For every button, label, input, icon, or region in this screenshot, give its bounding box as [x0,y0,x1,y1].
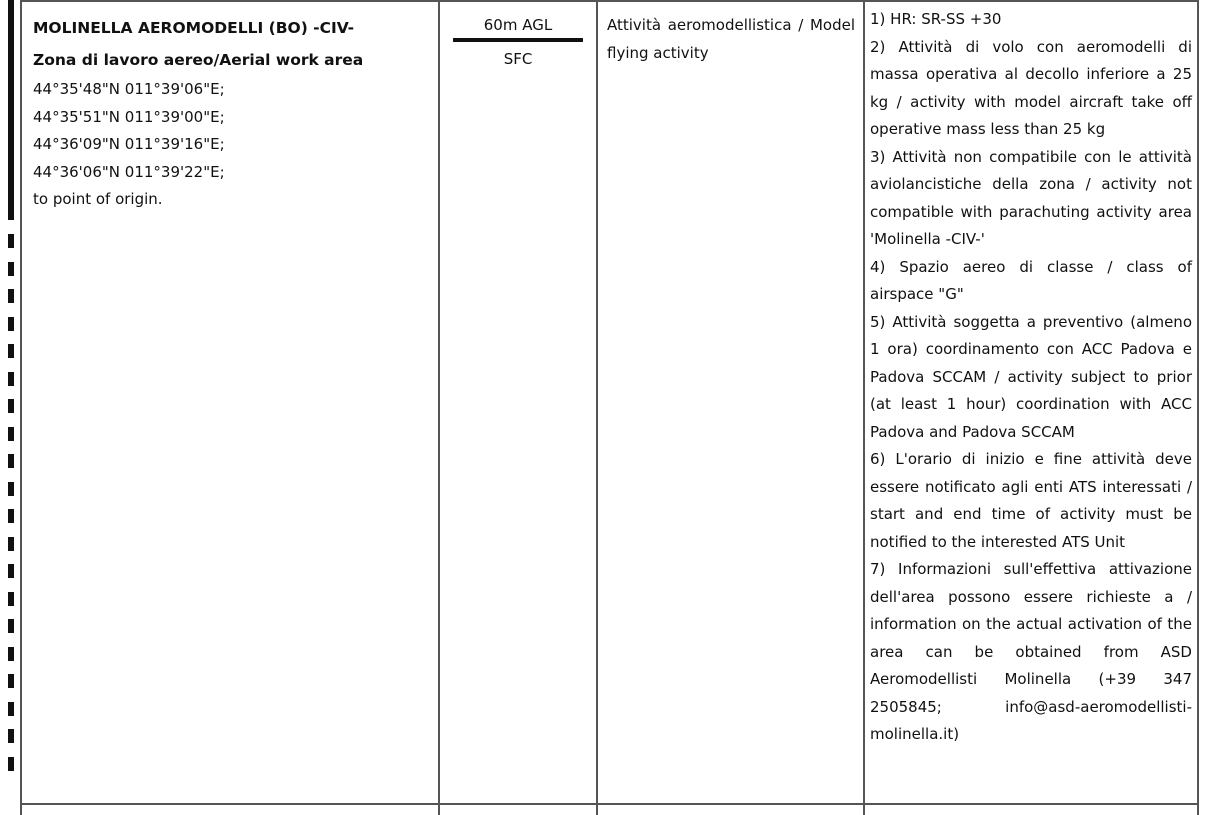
activity-cell [607,12,855,67]
upper-limit: 60m AGL [483,16,553,34]
coordinate-4: 44°36'06"N 011°39'22"E; [33,162,225,181]
remark-7: 7) Informazioni sull'effettiva attivazione dell'area possono essere richieste a / information on the actual activation of the area can be obtained from ASD Aeromodellisti Molinella (+39 347 2505845; info@asd-aeromodellisti-molinella.it) [870,560,1192,743]
change-bar-dashed [8,234,14,784]
table-row-divider [20,803,1199,805]
remark-4: 4) Spazio aereo di classe / class of airspace "G" [870,257,1192,303]
limits-divider [453,38,583,42]
remark-2: 2) Attività di volo con aeromodelli di massa operativa al decollo inferiore a 25 kg / activity with model aircraft take off operative mass less than 25 kg [870,37,1192,138]
zone-cell [33,12,428,214]
column-divider-1 [438,0,440,815]
table-border-left [20,0,22,815]
activity-text: Attività aeromodellistica / Model flying activity [607,16,855,62]
table-border-top [20,0,1199,2]
airspace-table [20,0,1199,815]
coordinate-2: 44°35'51"N 011°39'00"E; [33,107,225,126]
coordinate-3: 44°36'09"N 011°39'16"E; [33,135,225,153]
remark-3: 3) Attività non compatibile con le attività aviolancistiche della zona / activity not compatible with parachuting activity area 'Molinella -CIV-' [870,147,1192,248]
coordinate-1: 44°35'48"N 011°39'06"E; [33,80,225,98]
column-divider-2 [596,0,598,815]
table-border-right [1197,0,1199,815]
limits-cell [453,14,583,70]
remarks-cell [870,6,1192,749]
zone-subtitle: Zona di lavoro aereo/Aerial work area [33,51,364,69]
remark-5: 5) Attività soggetta a preventivo (almeno 1 ora) coordinamento con ACC Padova e Padova SCCAM / activity subject to prior (at least 1 hour) coordination with ACC Padova and Padova SCCAM [870,312,1192,441]
remark-1: 1) HR: SR-SS +30 [870,10,1002,28]
remark-6: 6) L'orario di inizio e fine attività deve essere notificato agli enti ATS interessati / start and end time of activity must be notified to the interested ATS Unit [870,450,1192,551]
column-divider-3 [863,0,865,815]
lower-limit: SFC [503,50,533,68]
zone-title: MOLINELLA AEROMODELLI (BO) -CIV- [33,19,355,37]
coordinate-closing: to point of origin. [33,190,163,208]
change-bar-solid [8,0,14,220]
